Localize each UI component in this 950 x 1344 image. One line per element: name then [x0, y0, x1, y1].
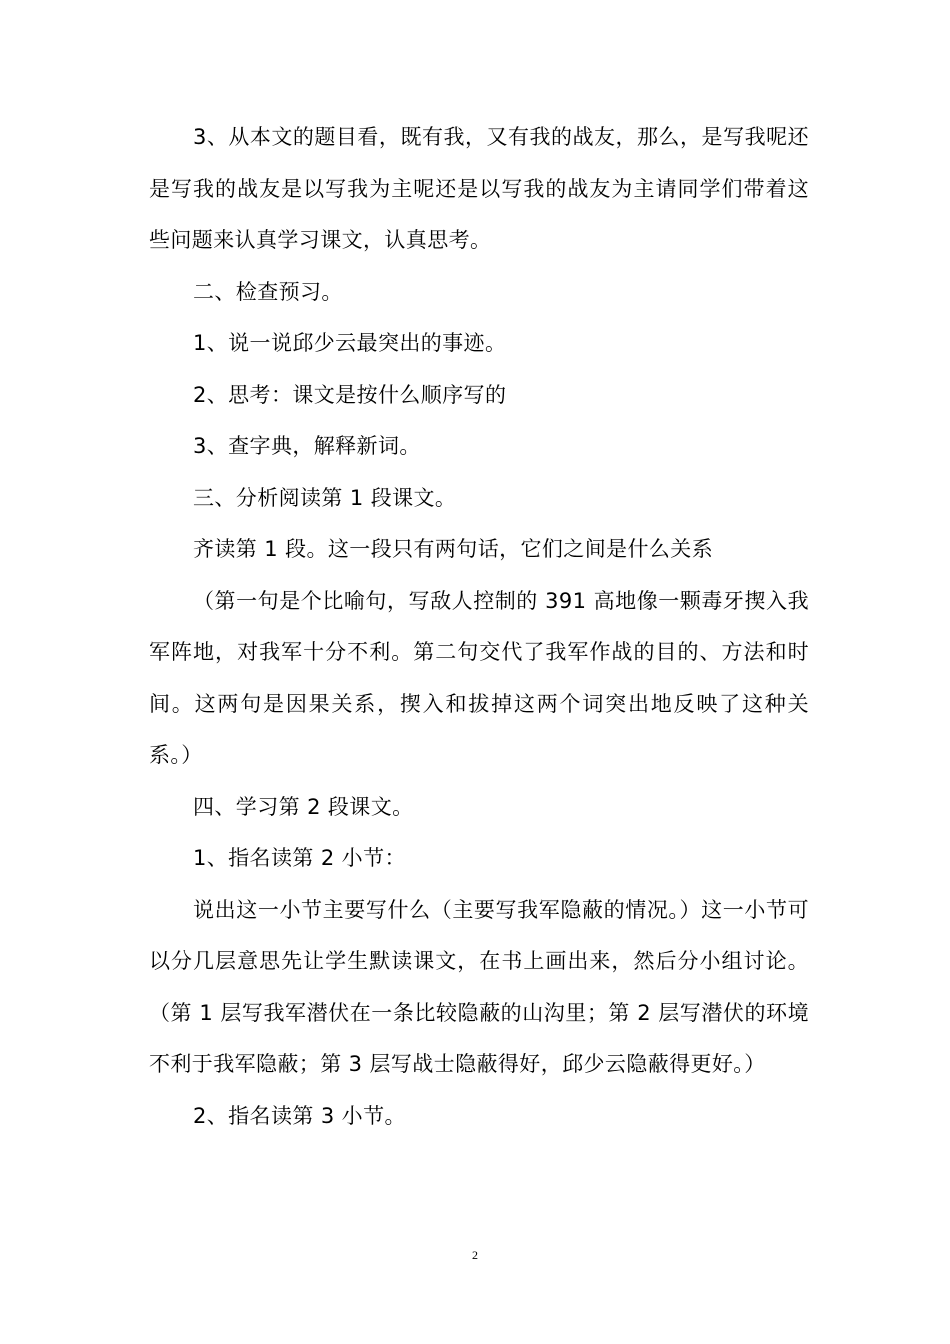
section-heading-study-paragraph-2: 四、学习第 2 段课文。 — [193, 794, 414, 819]
document-body — [149, 112, 809, 1142]
section-heading-check-preview: 二、检查预习。 — [193, 279, 343, 304]
list-item-1: 1、说一说邱少云最突出的事迹。 — [193, 331, 507, 355]
paragraph-question-3: 3、从本文的题目看，既有我，又有我的战友，那么，是写我呢还是写我的战友是以写我为主呢还是以写我的战友为主请同学们带着这些问题来认真学习课文，认真思考。 — [149, 125, 809, 252]
list-item-3: 3、查字典，解释新词。 — [193, 434, 421, 458]
paragraph-section-2-discussion: 说出这一小节主要写什么（主要写我军隐蔽的情况。）这一小节可以分几层意思先让学生默读课文，在书上画出来，然后分小组讨论。（第 1 层写我军潜伏在一条比较隐蔽的山沟里；第 2 层写潜伏的环境不利于我军隐蔽；第 3 层写战士隐蔽得好，邱少云隐蔽得更好。） — [149, 897, 809, 1076]
section-heading-analyze-paragraph-1: 三、分析阅读第 1 段课文。 — [193, 485, 457, 510]
page-number: 2 — [472, 1248, 478, 1262]
paragraph-read-aloud: 齐读第 1 段。这一段只有两句话，它们之间是什么关系 — [193, 537, 714, 561]
list-item-read-section-2: 1、指名读第 2 小节： — [193, 846, 406, 870]
list-item-2: 2、思考：课文是按什么顺序写的 — [193, 382, 507, 407]
list-item-read-section-3: 2、指名读第 3 小节。 — [193, 1103, 406, 1128]
paragraph-explanation-1: （第一句是个比喻句，写敌人控制的 391 高地像一颗毒牙揳入我军阵地，对我军十分不利。第二句交代了我军作战的目的、方法和时间。这两句是因果关系，揳入和拔掉这两个词突出地反映了这种关系。） — [149, 588, 809, 767]
